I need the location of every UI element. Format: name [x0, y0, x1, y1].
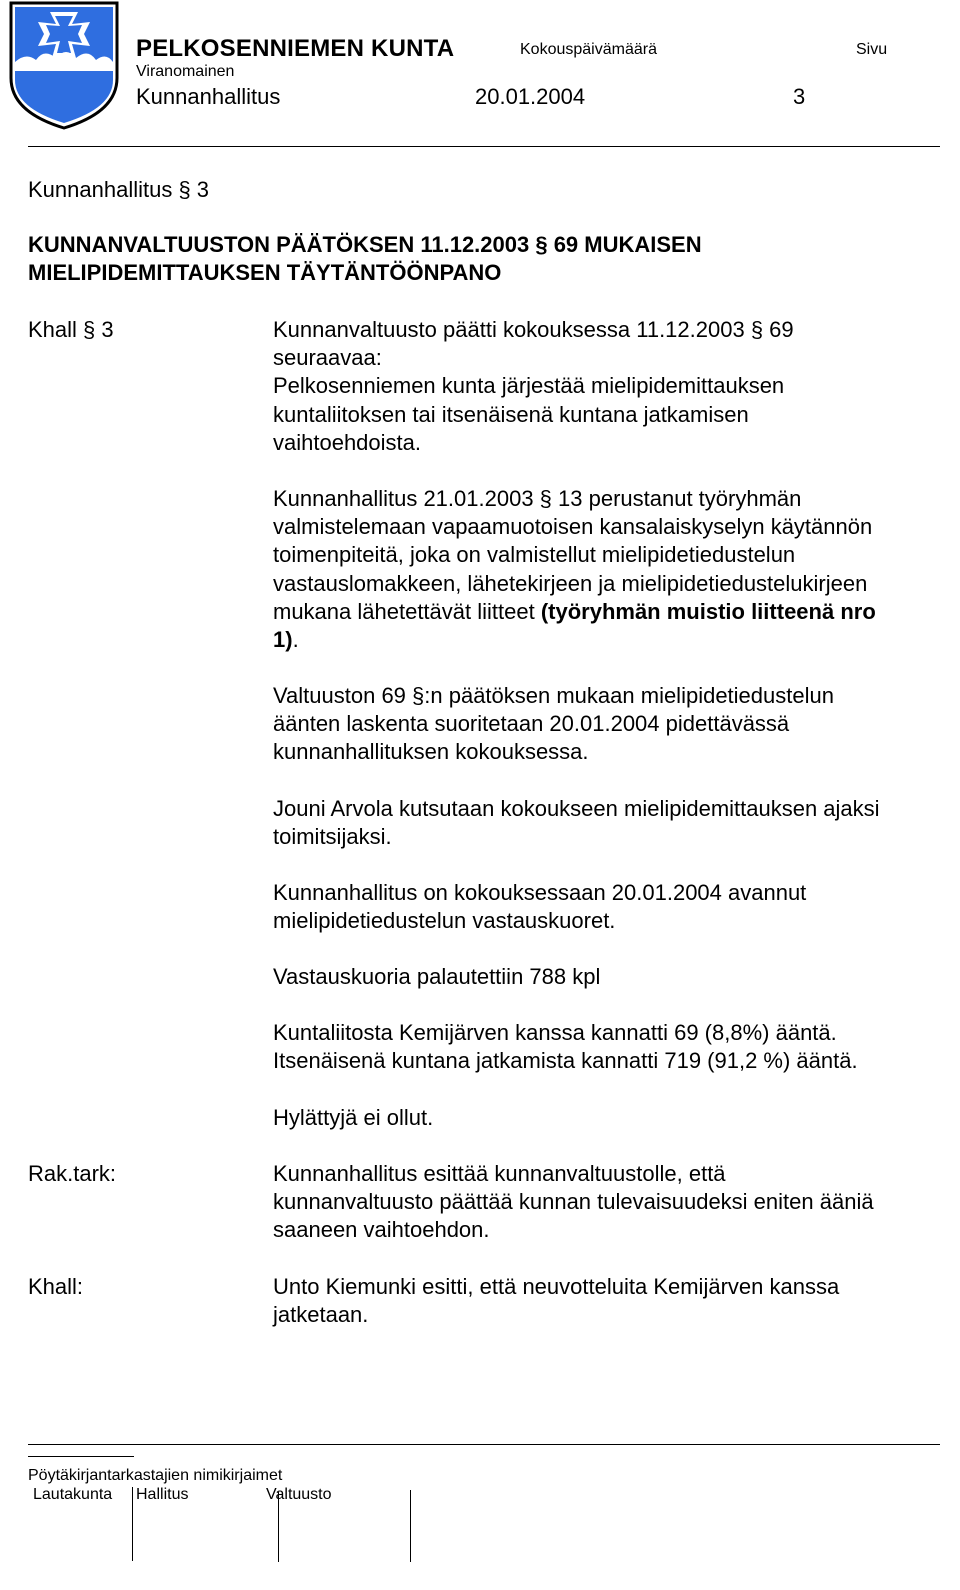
text-line: Itsenäisenä kuntana jatkamista kannatti 719 (91,2 %) ääntä. — [273, 1048, 858, 1074]
text-line: kunnanvaltuusto päättää kunnan tulevaisuudeksi eniten ääniä — [273, 1189, 874, 1215]
khall-section-label: Khall § 3 — [28, 317, 114, 342]
text-line: jatketaan. — [273, 1302, 369, 1328]
text-span: mukana lähetettävät liitteet — [273, 598, 541, 624]
text-line: Hylättyjä ei ollut. — [273, 1105, 434, 1130]
authority-value: Kunnanhallitus — [136, 84, 281, 109]
paragraph-envelopes — [273, 879, 953, 935]
proposal-label: Rak.tark: — [28, 1161, 117, 1186]
header-divider — [28, 146, 940, 147]
organization-name: PELKOSENNIEMEN KUNTA — [136, 35, 455, 62]
text-line: vaihtoehdoista. — [273, 429, 421, 455]
text-line: saaneen vaihtoehdon. — [273, 1217, 490, 1243]
attachment-number: 1) — [273, 627, 293, 653]
paragraph-proposal — [273, 1160, 953, 1245]
initials-column-council: Valtuusto — [266, 1486, 332, 1503]
title-line: KUNNANVALTUUSTON PÄÄTÖKSEN 11.12.2003 § 69 MUKAISEN — [28, 232, 702, 257]
text-line: äänten laskenta suoritetaan 20.01.2004 pidettävässä — [273, 711, 790, 737]
paragraph-council-decision — [273, 316, 953, 457]
attachment-reference: (työryhmän muistio liitteenä nro — [540, 598, 876, 624]
section-reference: Kunnanhallitus § 3 — [28, 177, 210, 202]
initials-title: Pöytäkirjantarkastajien nimikirjaimet — [28, 1467, 283, 1484]
text-line: kuntaliitoksen tai itsenäisenä kuntana jatkamisen — [273, 401, 749, 427]
paragraph-rejected — [273, 1104, 953, 1132]
text-line: Kunnanvaltuusto päätti kokouksessa 11.12.2003 § 69 — [273, 317, 794, 342]
paragraph-decision — [273, 1273, 953, 1329]
initials-separator — [132, 1487, 133, 1561]
text-line: seuraavaa: — [273, 345, 382, 371]
footer-divider — [28, 1444, 940, 1445]
paragraph-returned — [273, 963, 953, 991]
initials-separator — [410, 1490, 411, 1562]
page-number: 3 — [793, 84, 806, 109]
text-line: Valtuuston 69 §:n päätöksen mukaan mielipidetiedustelun — [273, 683, 834, 708]
coat-of-arms-icon — [8, 0, 120, 130]
text-line: Jouni Arvola kutsutaan kokoukseen mielipidemittauksen ajaksi — [273, 796, 880, 821]
text-line: Kuntaliitosta Kemijärven kanssa kannatti 69 (8,8%) ääntä. — [273, 1020, 837, 1045]
text-line: toimenpiteitä, joka on valmistellut mielipidetiedustelun — [273, 542, 796, 568]
text-line: toimitsijaksi. — [273, 824, 392, 850]
page-label: Sivu — [856, 41, 888, 58]
text-line: valmistelemaan vapaamuotoisen kansalaiskyselyn käytännön — [273, 514, 873, 540]
initials-column-executive: Hallitus — [136, 1486, 189, 1503]
text-line: Kunnanhallitus 21.01.2003 § 13 perustanut työryhmän — [273, 486, 802, 511]
paragraph-vote-count — [273, 682, 953, 767]
text-line: Vastauskuoria palautettiin 788 kpl — [273, 964, 601, 989]
text-line: mielipidetiedustelun vastauskuoret. — [273, 908, 616, 934]
decision-label: Khall: — [28, 1274, 84, 1299]
text-line: Pelkosenniemen kunta järjestää mielipidemittauksen — [273, 373, 785, 399]
text-line: Unto Kiemunki esitti, että neuvotteluita Kemijärven kanssa — [273, 1274, 840, 1299]
text-line — [273, 598, 953, 626]
text-line: vastauslomakkeen, lähetekirjeen ja mielipidetiedustelukirjeen — [273, 570, 868, 596]
document-title — [28, 231, 702, 287]
meeting-date-label: Kokouspäivämäärä — [520, 41, 657, 58]
paragraph-working-group — [273, 485, 953, 654]
paragraph-results — [273, 1019, 953, 1075]
meeting-date-value: 20.01.2004 — [475, 84, 586, 109]
footer-short-divider — [28, 1456, 134, 1457]
text-span: . — [292, 627, 299, 653]
initials-column-board: Lautakunta — [33, 1486, 113, 1503]
paragraph-official — [273, 795, 953, 851]
text-line: kunnanhallituksen kokouksessa. — [273, 739, 589, 765]
initials-separator — [278, 1492, 279, 1562]
text-line — [273, 626, 953, 654]
text-line: Kunnanhallitus on kokouksessaan 20.01.2004 avannut — [273, 880, 807, 905]
text-line: Kunnanhallitus esittää kunnanvaltuustolle, että — [273, 1161, 726, 1186]
authority-label: Viranomainen — [136, 63, 235, 80]
title-line: MIELIPIDEMITTAUKSEN TÄYTÄNTÖÖNPANO — [28, 260, 502, 286]
